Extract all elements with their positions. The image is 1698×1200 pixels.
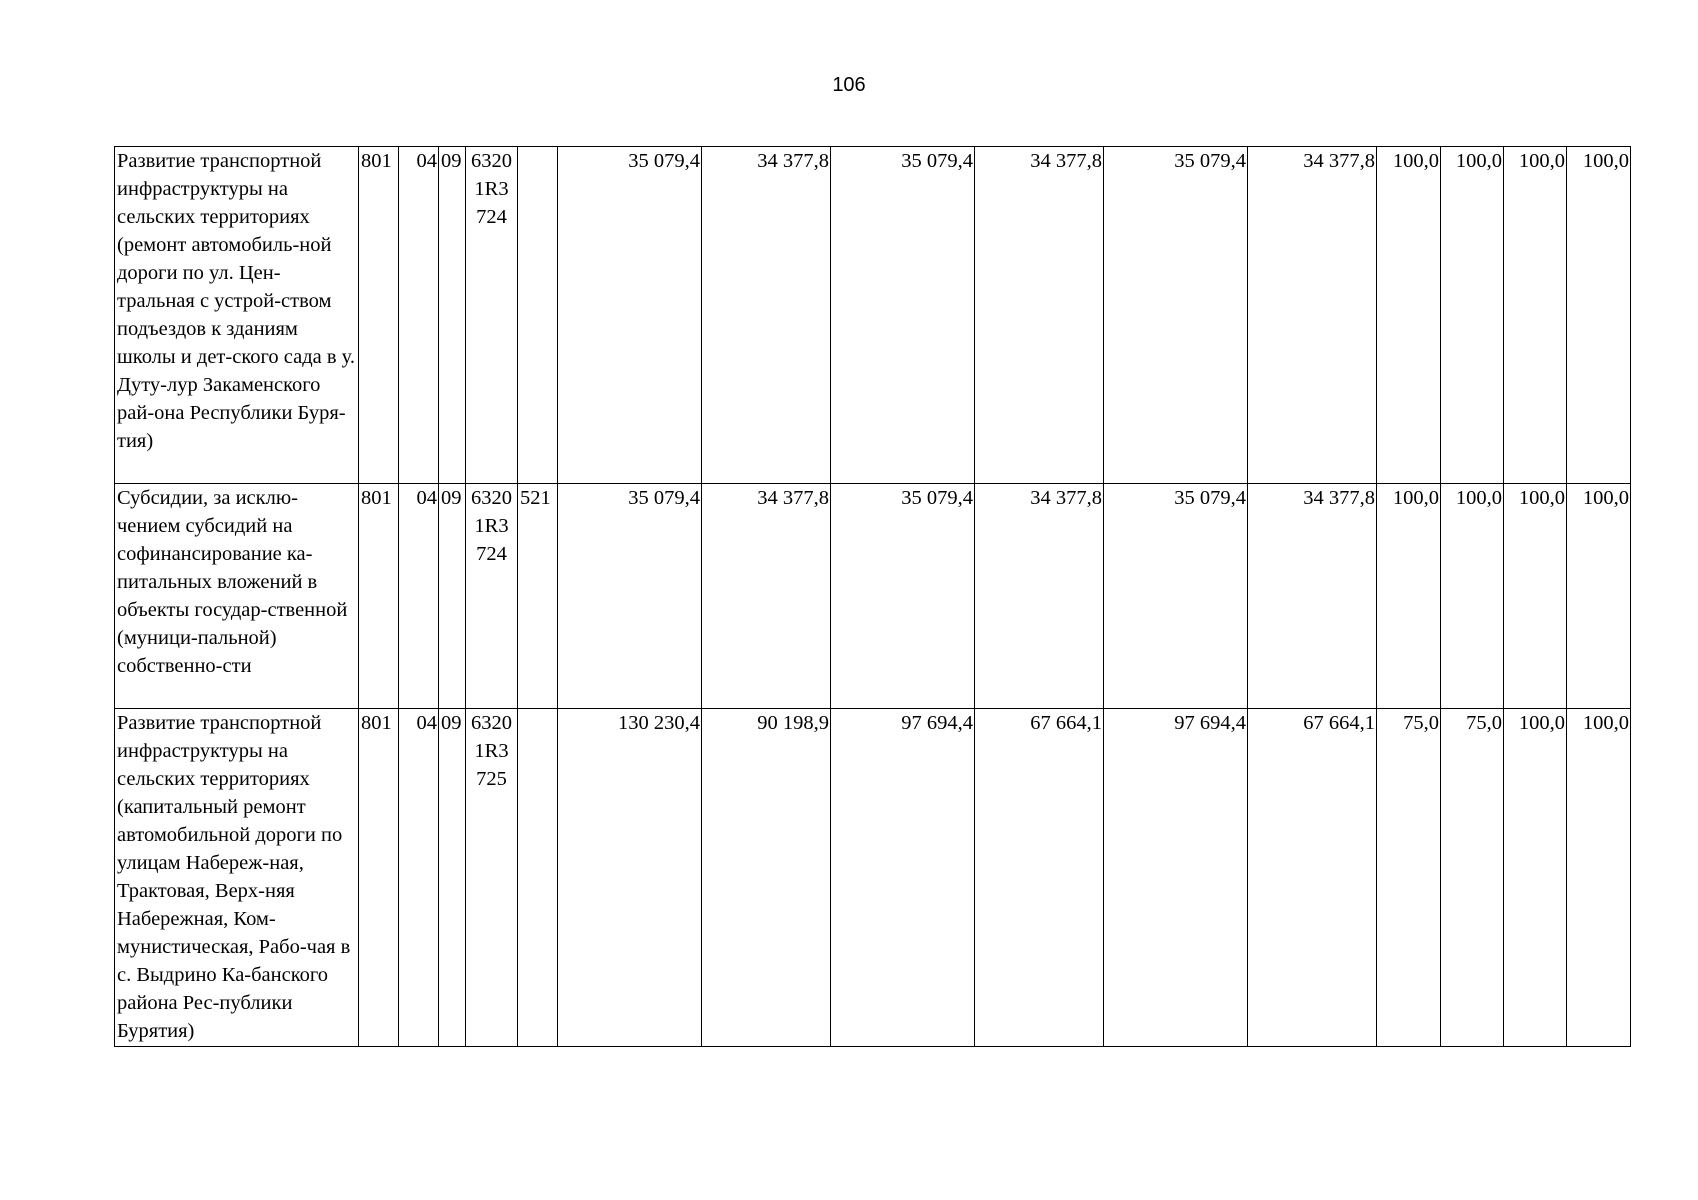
target-article-part: 1R3 xyxy=(474,515,509,537)
expense-type-cell xyxy=(518,709,558,1047)
expense-type-cell: 521 xyxy=(518,484,558,709)
target-article-cell xyxy=(466,147,518,484)
table-row xyxy=(115,147,1631,484)
percent-cell: 100,0 xyxy=(1567,147,1631,484)
target-article-part: 6320 xyxy=(471,150,512,172)
subsection-code-cell: 09 xyxy=(439,709,466,1047)
target-article-part: 724 xyxy=(476,543,507,565)
table-row xyxy=(115,709,1631,1047)
amount-cell: 35 079,4 xyxy=(558,147,702,484)
amount-cell: 35 079,4 xyxy=(1104,484,1248,709)
target-article-part: 724 xyxy=(476,206,507,228)
target-article-part: 1R3 xyxy=(474,178,509,200)
subsection-code-cell: 09 xyxy=(439,484,466,709)
amount-cell: 35 079,4 xyxy=(558,484,702,709)
percent-cell: 100,0 xyxy=(1441,147,1504,484)
target-article-part: 725 xyxy=(476,768,507,790)
amount-cell: 35 079,4 xyxy=(1104,147,1248,484)
ministry-code-cell: 801 xyxy=(359,709,399,1047)
section-code-cell: 04 xyxy=(399,709,439,1047)
section-code-cell: 04 xyxy=(399,147,439,484)
amount-cell: 67 664,1 xyxy=(975,709,1104,1047)
page-number: 106 xyxy=(832,74,866,96)
row-name-cell: Субсидии, за исклю-чением субсидий на софинансирование ка-питальных вложений в объекты государ-ственной (муници-пальной) собственно-сти xyxy=(115,484,359,709)
amount-cell: 35 079,4 xyxy=(831,484,975,709)
ministry-code-cell: 801 xyxy=(359,147,399,484)
amount-cell: 34 377,8 xyxy=(702,484,831,709)
amount-cell: 35 079,4 xyxy=(831,147,975,484)
percent-cell: 100,0 xyxy=(1567,709,1631,1047)
target-article-part: 1R3 xyxy=(474,740,509,762)
table-row xyxy=(115,484,1631,709)
section-code-cell: 04 xyxy=(399,484,439,709)
target-article-cell xyxy=(466,484,518,709)
amount-cell: 97 694,4 xyxy=(831,709,975,1047)
amount-cell: 34 377,8 xyxy=(975,484,1104,709)
percent-cell: 100,0 xyxy=(1504,147,1567,484)
target-article-part: 6320 xyxy=(471,712,512,734)
percent-cell: 100,0 xyxy=(1504,709,1567,1047)
percent-cell: 100,0 xyxy=(1377,147,1441,484)
amount-cell: 130 230,4 xyxy=(558,709,702,1047)
ministry-code-cell: 801 xyxy=(359,484,399,709)
amount-cell: 34 377,8 xyxy=(975,147,1104,484)
target-article-part: 6320 xyxy=(471,487,512,509)
percent-cell: 100,0 xyxy=(1441,484,1504,709)
amount-cell: 34 377,8 xyxy=(1248,147,1377,484)
percent-cell: 100,0 xyxy=(1377,484,1441,709)
budget-table xyxy=(114,146,1631,1047)
amount-cell: 34 377,8 xyxy=(702,147,831,484)
expense-type-cell xyxy=(518,147,558,484)
amount-cell: 67 664,1 xyxy=(1248,709,1377,1047)
percent-cell: 100,0 xyxy=(1504,484,1567,709)
amount-cell: 97 694,4 xyxy=(1104,709,1248,1047)
percent-cell: 100,0 xyxy=(1567,484,1631,709)
percent-cell: 75,0 xyxy=(1377,709,1441,1047)
subsection-code-cell: 09 xyxy=(439,147,466,484)
row-name-cell: Развитие транспортной инфраструктуры на сельских территориях (капитальный ремонт автомобильной дороги по улицам Набереж-ная, Трактовая, Верх-няя Набережная, Ком-мунистическая, Рабо-чая в с. Выдрино Ка-банского района Рес-публики Бурятия) xyxy=(115,709,359,1047)
amount-cell: 34 377,8 xyxy=(1248,484,1377,709)
target-article-cell xyxy=(466,709,518,1047)
amount-cell: 90 198,9 xyxy=(702,709,831,1047)
percent-cell: 75,0 xyxy=(1441,709,1504,1047)
row-name-cell: Развитие транспортной инфраструктуры на сельских территориях (ремонт автомобиль-ной дороги по ул. Цен-тральная с устрой-ством подъездов к зданиям школы и дет-ского сада в у. Дуту-лур Закаменского рай-она Республики Буря-тия) xyxy=(115,147,359,484)
